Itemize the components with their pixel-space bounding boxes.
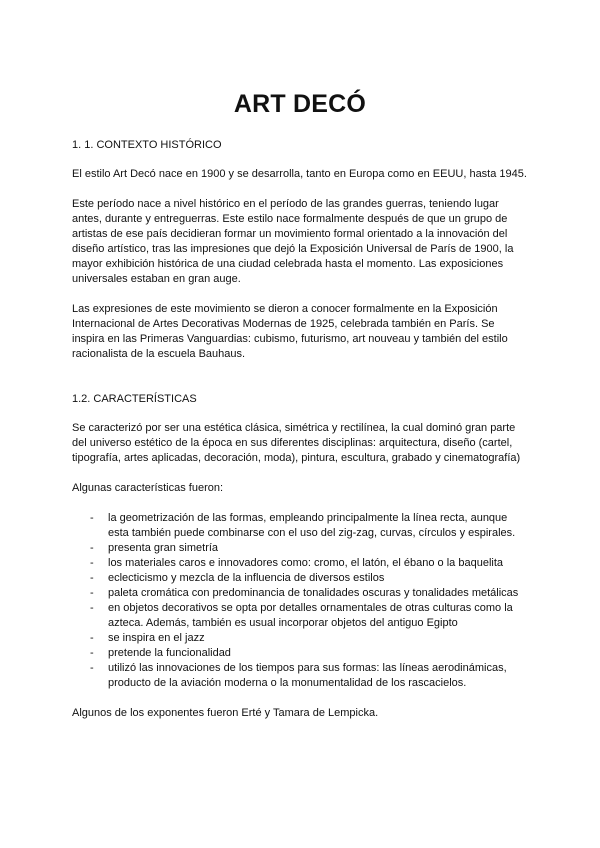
list-item: [90, 601, 528, 631]
paragraph-expresiones: Las expresiones de este movimiento se dieron a conocer formalmente en la Exposición Internacional de Artes Decorativas Modernas de 1925, celebrada también en París. Se inspira en las Primeras Vanguardias: cubismo, futurismo, art nouveau y también del estilo racionalista de la escuela Bauhaus.: [72, 303, 508, 360]
bullet-dash: -: [90, 662, 94, 674]
list-item: [90, 586, 528, 601]
paragraph-exponentes: Algunos de los exponentes fueron Erté y Tamara de Lempicka.: [72, 707, 379, 719]
list-item: [90, 631, 528, 646]
list-item-text: presenta gran simetría: [108, 542, 219, 554]
list-item-text: se inspira en el jazz: [108, 632, 205, 644]
characteristics-list: [72, 511, 528, 691]
section-heading-contexto: 1. 1. CONTEXTO HISTÓRICO: [72, 139, 222, 151]
bullet-dash: -: [90, 602, 94, 614]
bullet-dash: -: [90, 587, 94, 599]
paragraph-estetica: Se caracterizó por ser una estética clásica, simétrica y rectilínea, la cual dominó gran parte del universo estético de la época en sus diferentes disciplinas: arquitectura, diseño (cartel, tipografía, artes aplicadas, decoración, moda), pintura, escultura, grabado y cinematografía): [72, 422, 521, 464]
list-intro: Algunas características fueron:: [72, 482, 224, 494]
list-item-text: la geometrización de las formas, empleando principalmente la línea recta, aunque esta también puede combinarse con el uso del zig-zag, curvas, círculos y espirales.: [108, 512, 516, 539]
bullet-dash: -: [90, 512, 94, 524]
bullet-dash: -: [90, 542, 94, 554]
list-item: [90, 571, 528, 586]
list-item: [90, 511, 528, 541]
list-item-text: los materiales caros e innovadores como: cromo, el latón, el ébano o la baquelita: [108, 557, 504, 569]
bullet-dash: -: [90, 557, 94, 569]
list-item: [90, 541, 528, 556]
bullet-dash: -: [90, 632, 94, 644]
list-item: [90, 646, 528, 661]
list-item-text: paleta cromática con predominancia de tonalidades oscuras y tonalidades metálicas: [108, 587, 519, 599]
paragraph-origen: El estilo Art Decó nace en 1900 y se desarrolla, tanto en Europa como en EEUU, hasta 1945.: [72, 168, 527, 180]
list-item: [90, 661, 528, 691]
section-heading-caracteristicas: 1.2. CARACTERÍSTICAS: [72, 393, 197, 405]
list-item: [90, 556, 528, 571]
list-item-text: eclecticismo y mezcla de la influencia de diversos estilos: [108, 572, 385, 584]
paragraph-periodo: Este período nace a nivel histórico en el período de las grandes guerras, teniendo lugar antes, durante y entreguerras. Este estilo nace formalmente después de que un grupo de artistas de ese país decidieran formar un movimiento formal orientado a la innovación del diseño artístico, tras las impresiones que dejó la Exposición Universal de París de 1900, la mayor exhibición histórica de una ciudad celebrada hasta el momento. Las exposiciones universales estaban en gran auge.: [72, 198, 514, 285]
list-item-text: pretende la funcionalidad: [108, 647, 231, 659]
list-item-text: utilizó las innovaciones de los tiempos para sus formas: las líneas aerodinámicas, producto de la aviación moderna o la monumentalidad de los rascacielos.: [108, 662, 507, 689]
bullet-dash: -: [90, 647, 94, 659]
document-title: ART DECÓ: [233, 90, 367, 118]
bullet-dash: -: [90, 572, 94, 584]
list-item-text: en objetos decorativos se opta por detalles ornamentales de otras culturas como la azteca. Además, también es usual incorporar objetos del antiguo Egipto: [108, 602, 513, 629]
